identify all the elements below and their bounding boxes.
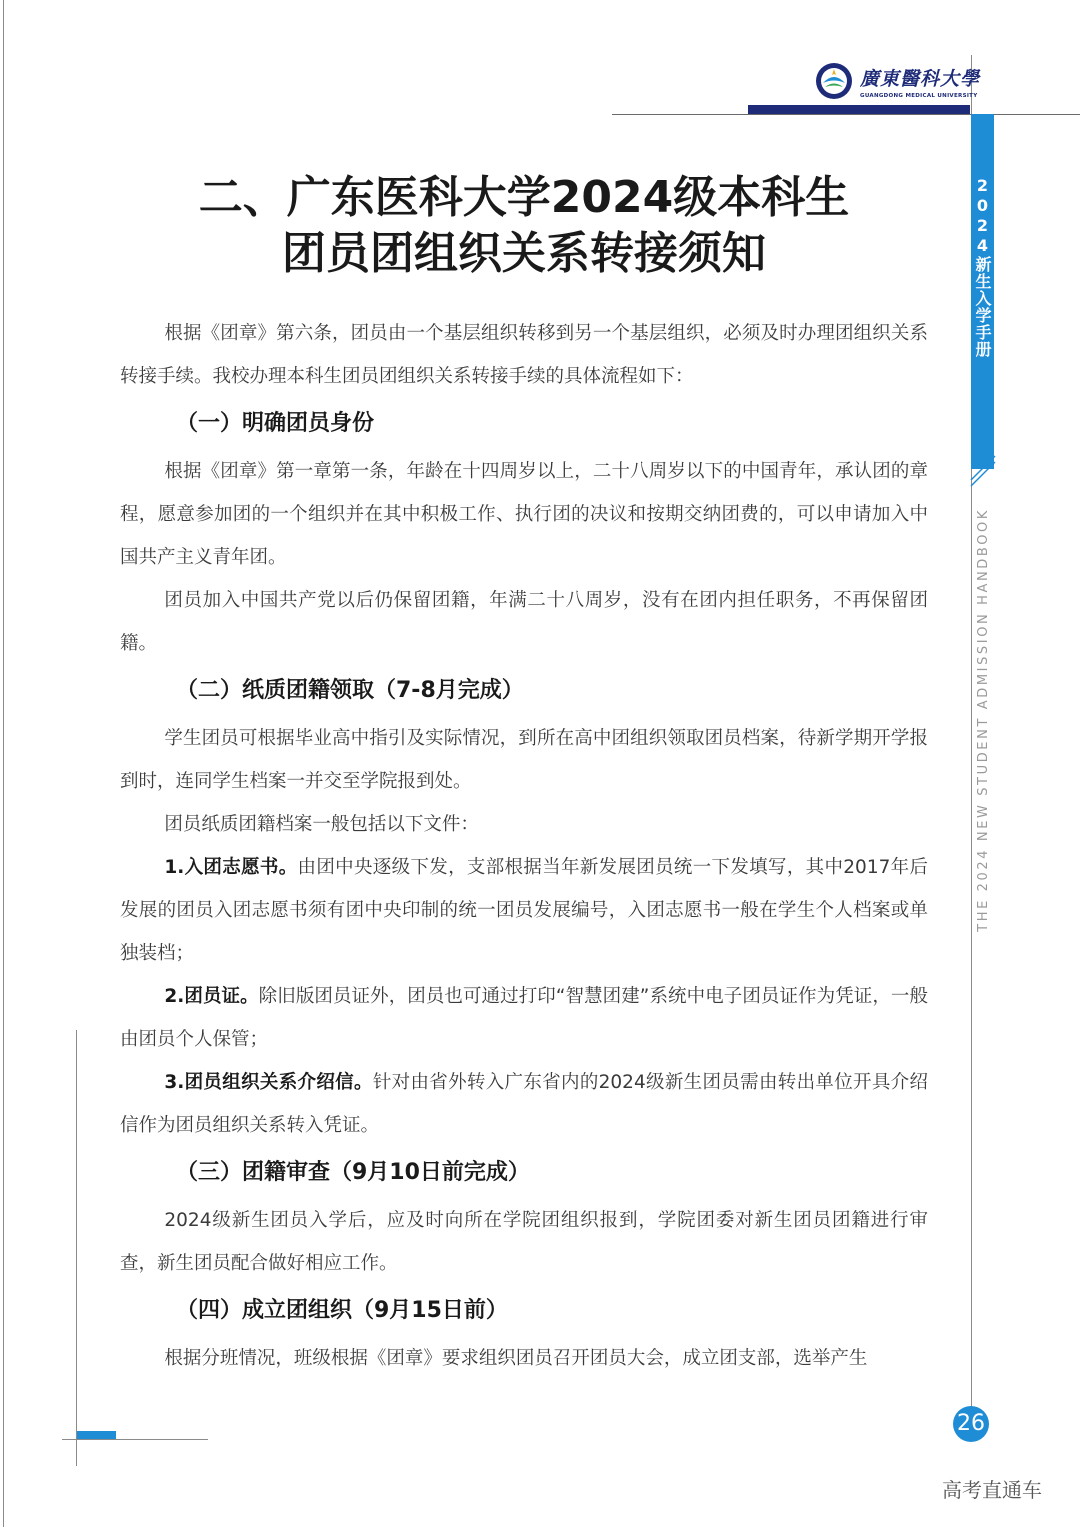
section2-paragraph-2: 团员纸质团籍档案一般包括以下文件： [164,814,479,835]
logo-wordmark [860,64,980,99]
section1-paragraph-1: 根据《团章》第一章第一条，年龄在十四周岁以上，二十八周岁以下的中国青年，承认团的章程，愿意参加团的一个组织并在其中积极工作、执行团的决议和按期交纳团费的，可以申请加入中国共产主义青年团。 [120,461,928,568]
header-rule [612,114,1080,115]
sidebar-subtitle: THE 2024 NEW STUDENT ADMISSION HANDBOOK [976,508,991,932]
section1-paragraph-2: 团员加入中国共产党以后仍保留团籍，年满二十八周岁，没有在团内担任职务，不再保留团籍。 [120,590,928,654]
page-frame-left [3,0,4,1527]
section4-paragraph-1: 根据分班情况，班级根据《团章》要求组织团员召开团员大会，成立团支部，选举产生 [164,1348,868,1369]
document-item-2 [120,975,928,1061]
page-number-badge: 26 [953,1406,989,1442]
section-heading-1: （一）明确团员身份 [176,411,375,436]
footer-blue-accent [77,1431,116,1439]
document-item-1 [120,846,928,975]
page-title-line2: 团员团组织关系转接须知 [282,228,766,279]
section-heading-2: （二）纸质团籍领取（7-8月完成） [176,678,524,703]
watermark-text: 高考直通车 [942,1478,1042,1502]
sidebar-title: 2024新生入学手册 [973,176,992,358]
logo-text-cn: 廣東醫科大學 [860,67,981,90]
footer-frame-vertical [76,1030,77,1466]
sidebar-diagonal-accent [968,440,998,490]
logo-text-en: GUANGDONG MEDICAL UNIVERSITY [860,92,978,99]
footer-frame-horizontal [62,1439,208,1440]
section-heading-3: （三）团籍审查（9月10日前完成） [176,1160,530,1185]
section2-paragraph-1: 学生团员可根据毕业高中指引及实际情况，到所在高中团组织领取团员档案，待新学期开学报到时，连同学生档案一并交至学院报到处。 [120,728,928,792]
document-item-1-text: 由团中央逐级下发，支部根据当年新发展团员统一下发填写，其中2017年后发展的团员入团志愿书须有团中央印制的统一团员发展编号，入团志愿书一般在学生个人档案或单独装档； [120,857,928,964]
section-heading-4: （四）成立团组织（9月15日前） [176,1298,508,1323]
document-item-1-label: 1.入团志愿书。 [164,857,298,878]
page-title [120,170,928,282]
page-title-line1: 二、广东医科大学2024级本科生 [198,172,850,223]
university-logo [814,58,980,104]
header-navy-bar [748,105,970,114]
section3-paragraph-1: 2024级新生团员入学后，应及时向所在学院团组织报到，学院团委对新生团员团籍进行审查，新生团员配合做好相应工作。 [120,1210,928,1274]
document-item-3-text: 针对由省外转入广东省内的2024级新生团员需由转出单位开具介绍信作为团员组织关系转入凭证。 [120,1072,929,1136]
document-item-3-label: 3.团员组织关系介绍信。 [164,1072,373,1093]
article-body [120,312,928,1380]
university-emblem-icon [814,61,854,101]
document-item-2-label: 2.团员证。 [164,986,259,1007]
intro-paragraph: 根据《团章》第六条，团员由一个基层组织转移到另一个基层组织，必须及时办理团组织关系转接手续。我校办理本科生团员团组织关系转接手续的具体流程如下： [120,323,928,387]
document-item-3 [120,1061,928,1147]
document-item-2-text: 除旧版团员证外，团员也可通过打印“智慧团建”系统中电子团员证作为凭证，一般由团员个人保管； [120,986,929,1050]
